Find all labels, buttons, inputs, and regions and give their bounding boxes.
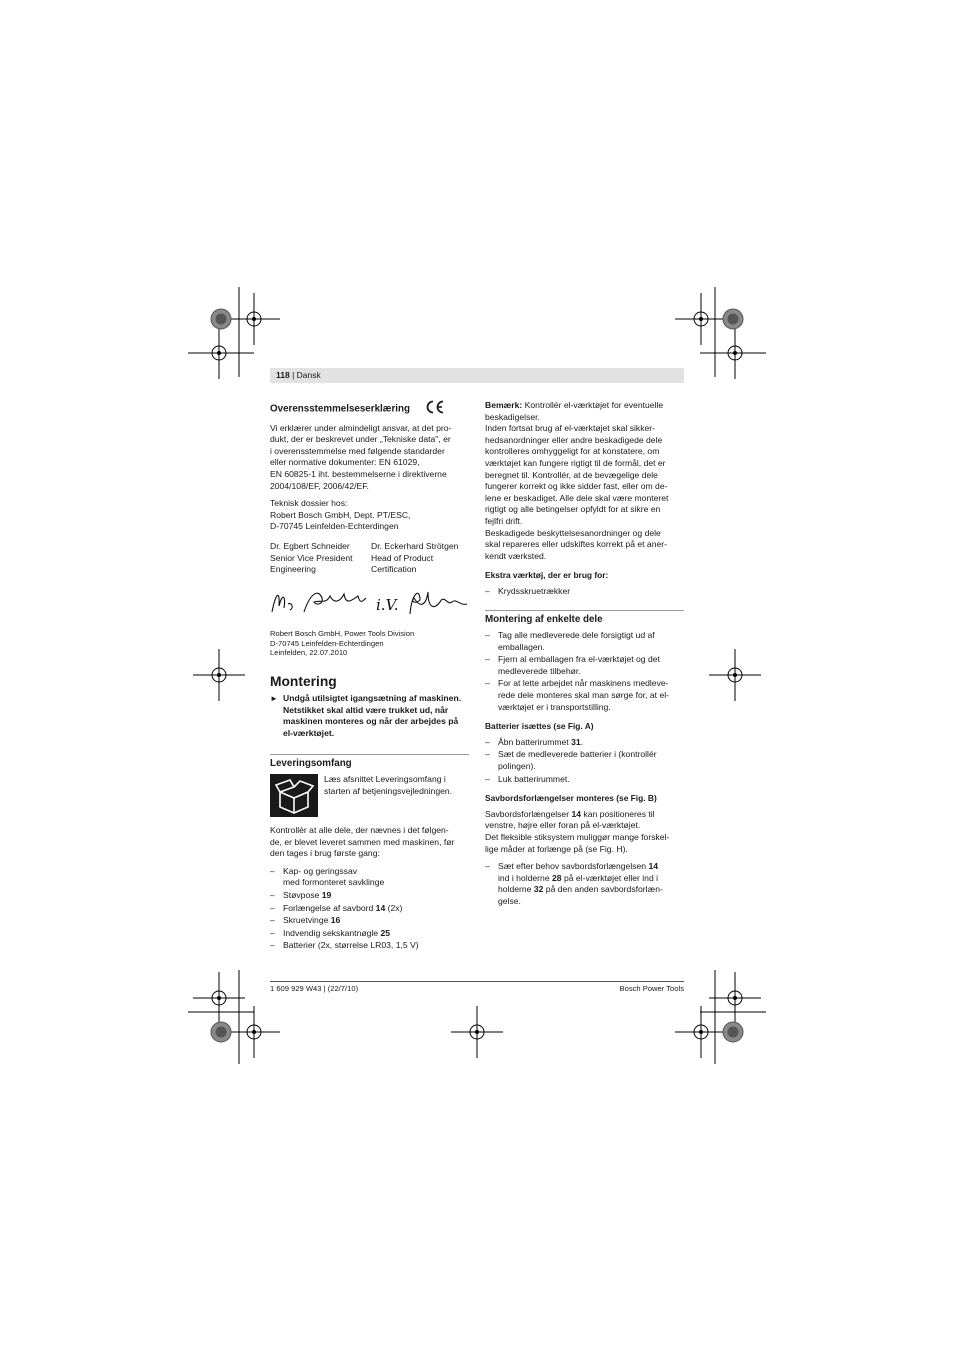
signers xyxy=(270,541,469,576)
delivery-list xyxy=(270,866,469,952)
list-item: – Forlængelse af savbord 14 (2x) xyxy=(270,903,469,915)
left-column xyxy=(270,400,469,958)
battery-list xyxy=(485,737,684,785)
list-item: – Kap- og geringssav med formonteret savklinge xyxy=(270,866,469,889)
list-item: – For at lette arbejdet når maskinens medleve- rede dele monteres skal man sørge for, at el- værktøjet er i transportstilling. xyxy=(485,678,684,713)
list-item: – Tag alle medleverede dele forsigtigt ud af emballagen. xyxy=(485,630,684,653)
table-extension-heading: Savbordsforlængelser monteres (se Fig. B) xyxy=(485,793,657,804)
extra-tools-heading: Ekstra værktøj, der er brug for: xyxy=(485,570,609,581)
list-item: – Fjern al emballagen fra el-værktøjet og det medleverede tilbehør. xyxy=(485,654,684,677)
right-column xyxy=(485,400,684,914)
list-item: – Skruetvinge 16 xyxy=(270,915,469,927)
mount-parts-list xyxy=(485,630,684,713)
signer-1: Dr. Egbert Schneider Senior Vice President Engineering xyxy=(270,540,353,575)
battery-heading: Batterier isættes (se Fig. A) xyxy=(485,721,594,732)
list-item: – Krydsskruetrækker xyxy=(485,586,684,598)
list-item: – Støvpose 19 xyxy=(270,890,469,902)
list-item: – Sæt de medleverede batterier i (kontrollér polingen). xyxy=(485,749,684,772)
warning-arrow-icon: ► xyxy=(270,694,278,704)
language-label: Dansk xyxy=(296,370,321,380)
declaration-heading: Overensstemmelseserklæring xyxy=(270,400,469,418)
technical-dossier: Teknisk dossier hos: Robert Bosch GmbH, Dept. PT/ESC, D-70745 Leinfelden-Echterdingen xyxy=(270,498,411,532)
signer-2: Dr. Eckerhard Strötgen Head of Product Certification xyxy=(371,540,459,575)
note-paragraph: Bemærk: Kontrollér el-værktøjet for eventuelle beskadigelser. Inden fortsat brug af el-værktøjet skal sikker- hedsanordninger eller andre beskadigede dele kontrolleres omhyggeligt for at konstatere, om værktøjet kan fungere rigtigt til de formål, det er beregnet til. Kontrollér, at de bevægelige dele fungerer korrekt og ikke sidder fast, eller om de- lene er beskadiget. Alle dele skal være monteret rigtigt og alle betingelser opfyldt for at sikre en fejlfri drift. Beskadigede beskyttelsesanordninger og dele skal repareres eller udskiftes korrekt på et aner- kendt værksted. xyxy=(485,400,669,561)
signatures-image xyxy=(270,584,469,620)
table-extension-list xyxy=(485,861,684,907)
extra-tools-list xyxy=(485,586,684,598)
table-extension-paragraph: Savbordsforlængelser 14 kan positioneres til venstre, højre eller foran på el-værktøjet. Det fleksible stiksystem muliggør mange forskel- lige måder at forlænge på (se Fig. H). xyxy=(485,808,670,854)
page-header-bar xyxy=(270,368,684,383)
document-code: 1 609 929 W43 | (22/7/10) xyxy=(270,984,359,993)
page-number: 118 xyxy=(276,370,290,380)
page-header: 118 | Dansk xyxy=(276,370,321,380)
page-footer xyxy=(270,981,684,993)
list-item: – Batterier (2x, størrelse LR03, 1,5 V) xyxy=(270,940,469,952)
package-box-icon xyxy=(270,774,318,817)
delivery-paragraph: Kontrollér at alle dele, der nævnes i det følgen- de, er blevet leveret sammen med maskinen, før den tages i brug første gang: xyxy=(270,825,455,859)
delivery-intro: Læs afsnittet Leveringsomfang i starten af betjeningsvejledningen. xyxy=(270,774,469,817)
ce-mark-icon xyxy=(425,400,445,418)
brand-footer: Bosch Power Tools xyxy=(619,984,684,993)
montering-heading: Montering xyxy=(270,673,337,689)
mount-parts-heading: Montering af enkelte dele xyxy=(485,610,684,626)
safety-warning: ► Undgå utilsigtet igangsætning af maskinen. Netstikket skal altid være trukket ud, når maskinen monteres og når der arbejdes på el-værktøjet. xyxy=(270,693,462,738)
leveringsomfang-heading: Leveringsomfang xyxy=(270,754,469,770)
list-item: – Åbn batterirummet 31. xyxy=(485,737,684,749)
signature-prefix: i.V. xyxy=(376,595,399,614)
list-item: – Luk batterirummet. xyxy=(485,774,684,786)
list-item: – Sæt efter behov savbordsforlængelsen 14 ind i holderne 28 på el-værktøjet eller ind i holderne 32 på den anden savbordsforlæn- gelse. xyxy=(485,861,684,907)
list-item: – Indvendig sekskantnøgle 25 xyxy=(270,928,469,940)
company-address: Robert Bosch GmbH, Power Tools Division D-70745 Leinfelden-Echterdingen Leinfelden, 22.07.2010 xyxy=(270,629,415,658)
declaration-text: Vi erklærer under almindeligt ansvar, at det pro- dukt, der er beskrevet under „Tekniske data", er i overensstemmelse med følgende standarder eller normative dokumenter: EN 61029, EN 60825-1 iht. bestemmelserne i direktiverne 2004/108/EF, 2006/42/EF. xyxy=(270,422,452,491)
